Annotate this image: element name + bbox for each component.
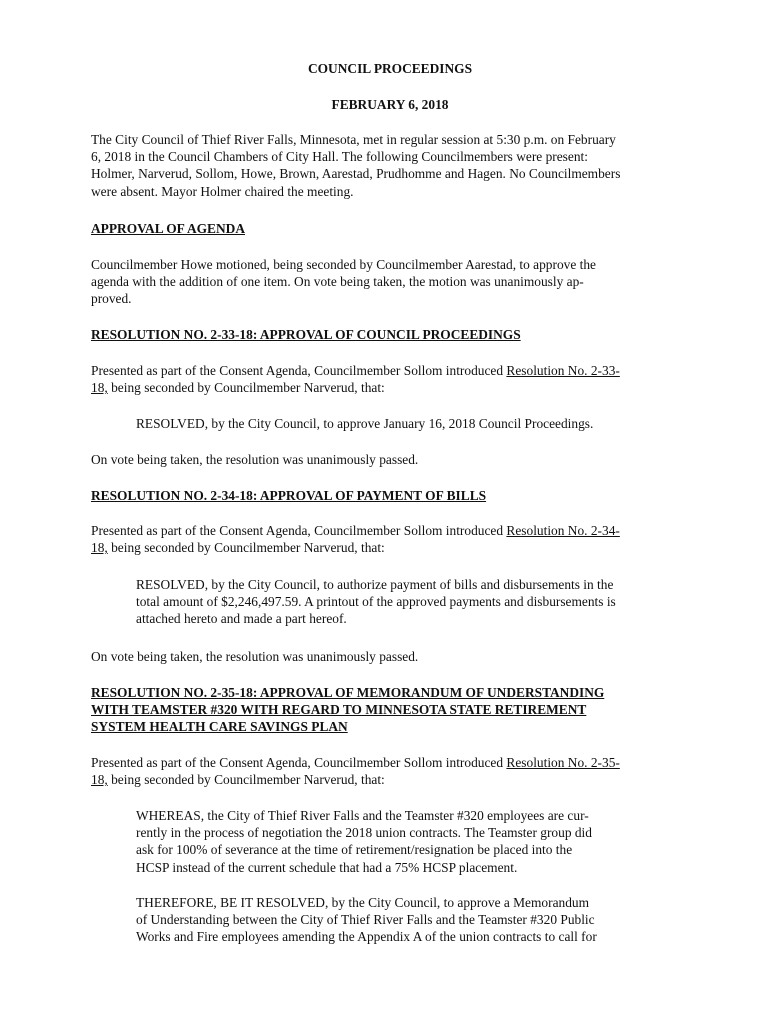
heading-line: WITH TEAMSTER #320 WITH REGARD TO MINNESOTA STATE RETIREMENT [91, 702, 587, 718]
resolution-link: Resolution No. 2-34- [506, 523, 620, 538]
resolution-2-34-18-vote: On vote being taken, the resolution was unanimously passed. [91, 649, 419, 664]
resolution-2-33-18-heading: RESOLUTION NO. 2-33-18: APPROVAL OF COUNCIL PROCEEDINGS [91, 327, 521, 342]
document-title: COUNCIL PROCEEDINGS [307, 61, 473, 76]
resolution-2-33-18-intro: Presented as part of the Consent Agenda, Councilmember Sollom introduced Resolution No. 2-33- 18, being seconded by Councilmember Narverud, that: [91, 363, 620, 396]
text-line: THEREFORE, BE IT RESOLVED, by the City Council, to approve a Memorandum [136, 895, 590, 910]
agenda-paragraph [91, 256, 689, 308]
text-line: were absent. Mayor Holmer chaired the meeting. [91, 183, 354, 199]
agenda-heading: APPROVAL OF AGENDA [91, 221, 246, 236]
resolution-2-34-18-resolved [136, 576, 689, 628]
resolution-2-35-18-intro: Presented as part of the Consent Agenda, Councilmember Sollom introduced Resolution No. 2-35- 18, being seconded by Councilmember Narverud, that: [91, 755, 620, 788]
text-line: attached hereto and made a part hereof. [136, 611, 347, 627]
heading-line: SYSTEM HEALTH CARE SAVINGS PLAN [91, 719, 348, 735]
heading-line: RESOLUTION NO. 2-35-18: APPROVAL OF MEMORANDUM OF UNDERSTANDING [91, 685, 605, 700]
text-line: agenda with the addition of one item. On vote being taken, the motion was unanimously ap- [91, 274, 584, 290]
text-line: ask for 100% of severance at the time of retirement/resignation be placed into the [136, 842, 573, 858]
text-line: proved. [91, 291, 132, 307]
text-line: of Understanding between the City of Thief River Falls and the Teamster #320 Public [136, 912, 595, 928]
resolution-link: 18, [91, 540, 108, 556]
text-line: WHEREAS, the City of Thief River Falls and the Teamster #320 employees are cur- [136, 808, 589, 823]
text-line: Holmer, Narverud, Sollom, Howe, Brown, Aarestad, Prudhomme and Hagen. No Councilmembers [91, 166, 621, 182]
resolution-link: 18, [91, 772, 108, 788]
resolution-2-35-18-therefore [136, 894, 689, 946]
text-line: The City Council of Thief River Falls, Minnesota, met in regular session at 5:30 p.m. on February [91, 132, 616, 147]
text-line: HCSP instead of the current schedule that had a 75% HCSP placement. [136, 859, 518, 875]
text-line: total amount of $2,246,497.59. A printout of the approved payments and disbursements is [136, 594, 616, 610]
resolution-2-34-18-heading: RESOLUTION NO. 2-34-18: APPROVAL OF PAYMENT OF BILLS [91, 488, 487, 503]
resolution-link: 18, [91, 380, 108, 396]
intro-paragraph [91, 131, 689, 200]
document-date: FEBRUARY 6, 2018 [331, 97, 449, 112]
text-line: RESOLVED, by the City Council, to authorize payment of bills and disbursements in the [136, 577, 614, 592]
resolution-2-33-18-resolved: RESOLVED, by the City Council, to approve January 16, 2018 Council Proceedings. [136, 416, 594, 431]
resolution-link: Resolution No. 2-33- [506, 363, 620, 378]
resolution-2-35-18-heading [91, 684, 689, 736]
text-line: Works and Fire employees amending the Appendix A of the union contracts to call for [136, 929, 597, 945]
resolution-2-34-18-intro: Presented as part of the Consent Agenda, Councilmember Sollom introduced Resolution No. 2-34- 18, being seconded by Councilmember Narverud, that: [91, 523, 620, 556]
resolution-2-33-18-vote: On vote being taken, the resolution was unanimously passed. [91, 452, 419, 467]
text-line: rently in the process of negotiation the 2018 union contracts. The Teamster group did [136, 825, 592, 841]
resolution-link: Resolution No. 2-35- [506, 755, 620, 770]
resolution-2-35-18-whereas [136, 807, 689, 876]
text-line: 6, 2018 in the Council Chambers of City Hall. The following Councilmembers were present: [91, 149, 588, 165]
text-line: Councilmember Howe motioned, being seconded by Councilmember Aarestad, to approve the [91, 257, 596, 272]
